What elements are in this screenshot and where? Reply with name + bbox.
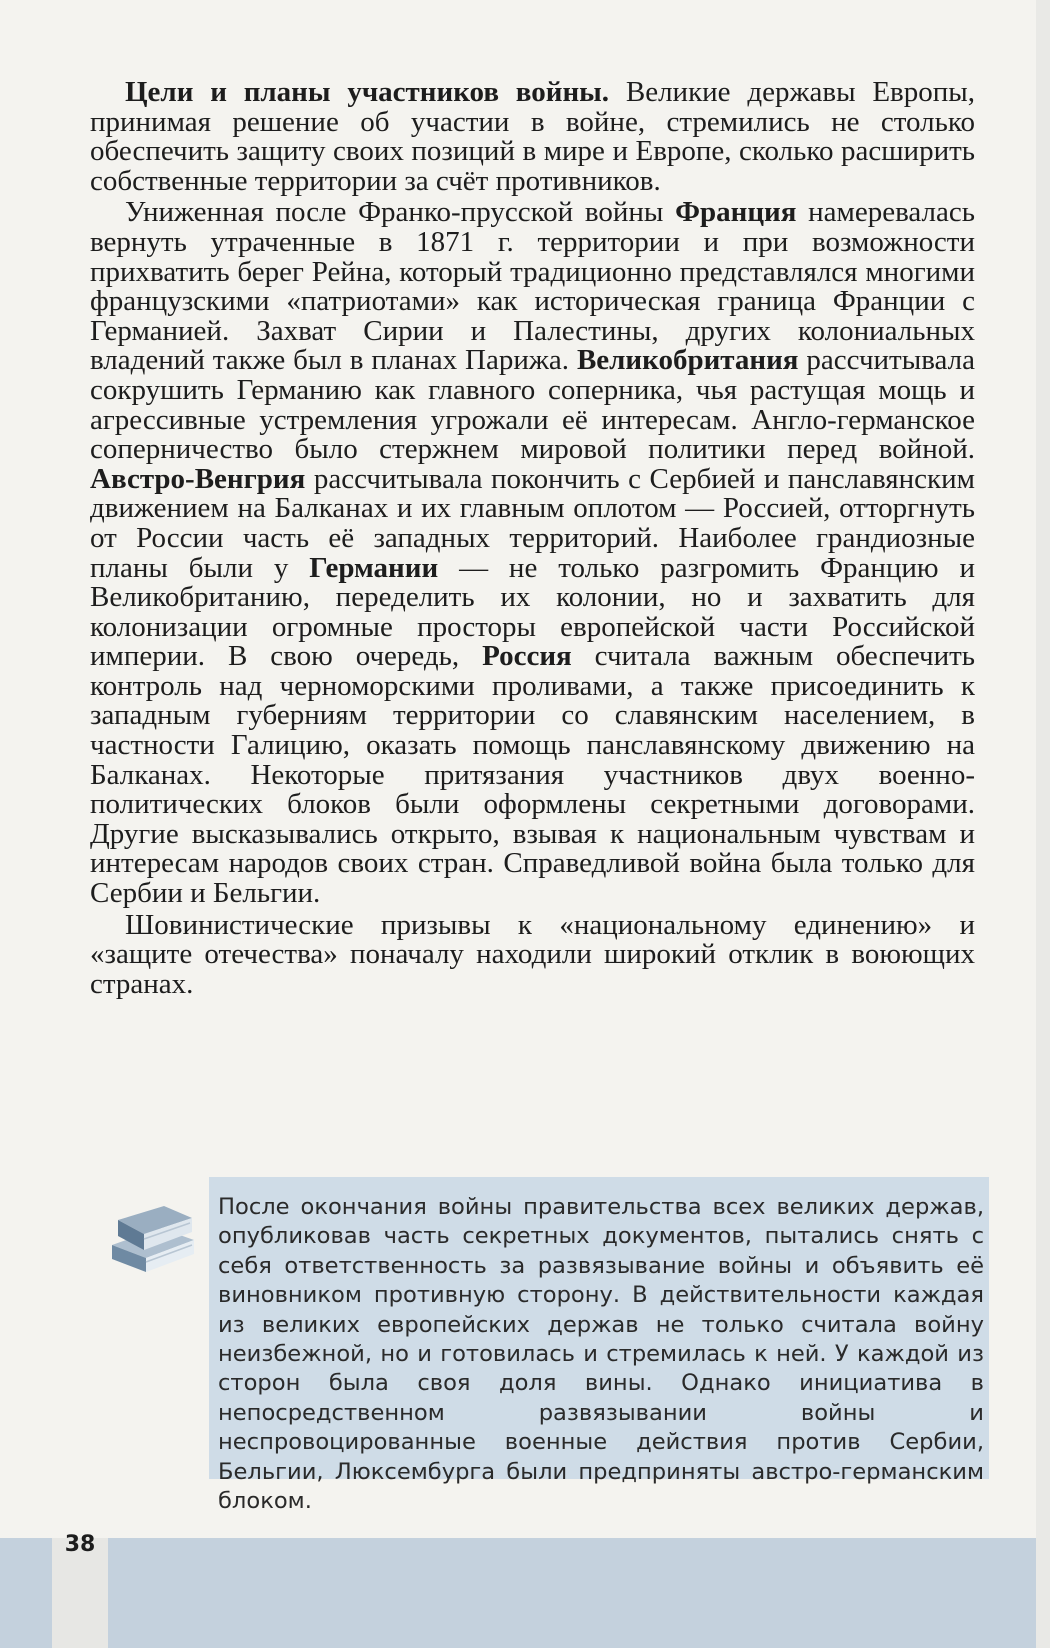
- term-germany: Германии: [309, 551, 439, 584]
- paragraph-text: — не только разгромить Францию и Великобританию, переделить их колонии, но и захватить для колонизации огромные просторы европейской части Российской империи. В свою очередь,: [90, 551, 975, 673]
- paragraph-text: Великие державы Европы, принимая решение об участии в войне, стремились не столько обеспечить защиту своих позиций в мире и Европе, сколько расширить собственные территории за счёт противников.: [90, 76, 976, 197]
- section-heading: Цели и планы участников войны.: [125, 76, 610, 108]
- term-russia: Россия: [482, 640, 572, 673]
- paragraph-text: Униженная после Франко-прусской войны: [125, 196, 676, 229]
- paragraph-text: рассчитывала сокрушить Германию как главного соперника, чья растущая мощь и агрессивные устремления угрожали её интересам. Англо-германское соперничество было стержнем мировой политики перед войной.: [90, 344, 975, 466]
- paragraph-goals: [90, 78, 975, 196]
- books-icon: [108, 1190, 198, 1290]
- page-edge: [1036, 0, 1050, 1648]
- page-number: 38: [64, 1532, 96, 1557]
- main-text: [90, 78, 975, 1001]
- paragraph-plans: [90, 198, 975, 908]
- term-britain: Великобритания: [576, 344, 799, 377]
- term-austria-hungary: Австро-Венгрия: [90, 462, 306, 495]
- paragraph-text: рассчитывала покончить с Сербией и панславянским движением на Балканах и их главным оплотом — Россией, отторгнуть от России часть её западных территорий. Наиболее грандиозные планы были у: [90, 462, 975, 584]
- paragraph-text: считала важным обеспечить контроль над черноморскими проливами, а также присоединить к западным губерниям территории со славянским населением, в частности Галицию, оказать помощь панславянскому движению на Балканах. Некоторые притязания участников двух военно-политических блоков были оформлены секретными договорами. Другие высказывались открыто, взывая к национальным чувствам и интересам народов своих стран. Справедливой война была только для Сербии и Бельгии.: [90, 640, 975, 910]
- paragraph-chauvinism: Шовинистические призывы к «национальному единению» и «защите отечества» поначалу находили широкий отклик в воюющих странах.: [90, 908, 975, 1000]
- term-france: Франция: [675, 196, 797, 229]
- note-text: После окончания войны правительства всех великих держав, опубликовав часть секретных документов, пытались снять с себя ответственность за развязывание войны и объявить её виновником противную сторону. В действительности каждая из великих европейских держав не только считала войну неизбежной, но и готовилась и стремилась к ней. У каждой из сторон была своя доля вины. Однако инициатива в непосредственном развязывании войны и неспровоцированные военные действия против Сербии, Бельгии, Люксембурга были предприняты австро-германским блоком.: [218, 1194, 984, 1515]
- paragraph-text: намеревалась вернуть утраченные в 1871 г. территории и при возможности прихватить берег Рейна, который традиционно представлялся многими французскими «патриотами» как историческая граница Франции с Германией. Захват Сирии и Палестины, других колониальных владений также был в планах Парижа.: [90, 196, 975, 377]
- footer-band: [0, 1538, 1050, 1648]
